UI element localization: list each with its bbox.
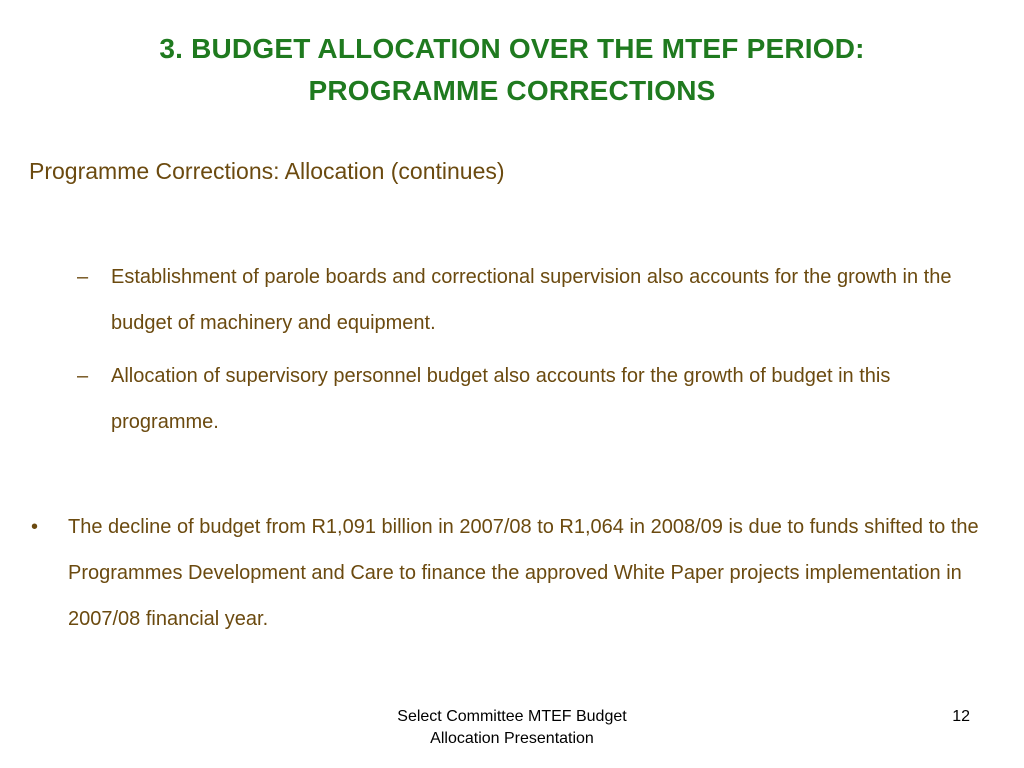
dash-marker: – <box>77 365 89 387</box>
slide-title-line-1: 3. BUDGET ALLOCATION OVER THE MTEF PERIOD: <box>159 33 865 64</box>
dash-list-item <box>77 254 997 346</box>
slide-title-line-2: PROGRAMME CORRECTIONS <box>308 75 716 106</box>
bullet-list-item <box>29 504 1014 642</box>
footer-line-1: Select Committee MTEF Budget <box>397 708 627 725</box>
dash-item-text: Establishment of parole boards and correctional supervision also accounts for the growth in the budget of machinery and equipment. <box>111 266 952 334</box>
bullet-item-text: The decline of budget from R1,091 billion in 2007/08 to R1,064 in 2008/09 is due to funds shifted to the Programmes Development and Care to finance the approved White Paper projects implementation in 2007/08 financial year. <box>68 516 979 630</box>
bullet-marker: • <box>31 516 39 538</box>
footer-presentation-title <box>340 706 684 750</box>
dash-marker: – <box>77 266 89 288</box>
slide-subtitle: Programme Corrections: Allocation (continues) <box>29 158 505 184</box>
page-number: 12 <box>952 708 970 725</box>
footer-line-2: Allocation Presentation <box>430 730 594 747</box>
dash-item-text: Allocation of supervisory personnel budget also accounts for the growth of budget in this programme. <box>111 365 891 433</box>
dash-list-item <box>77 353 997 445</box>
slide-title <box>40 28 984 112</box>
